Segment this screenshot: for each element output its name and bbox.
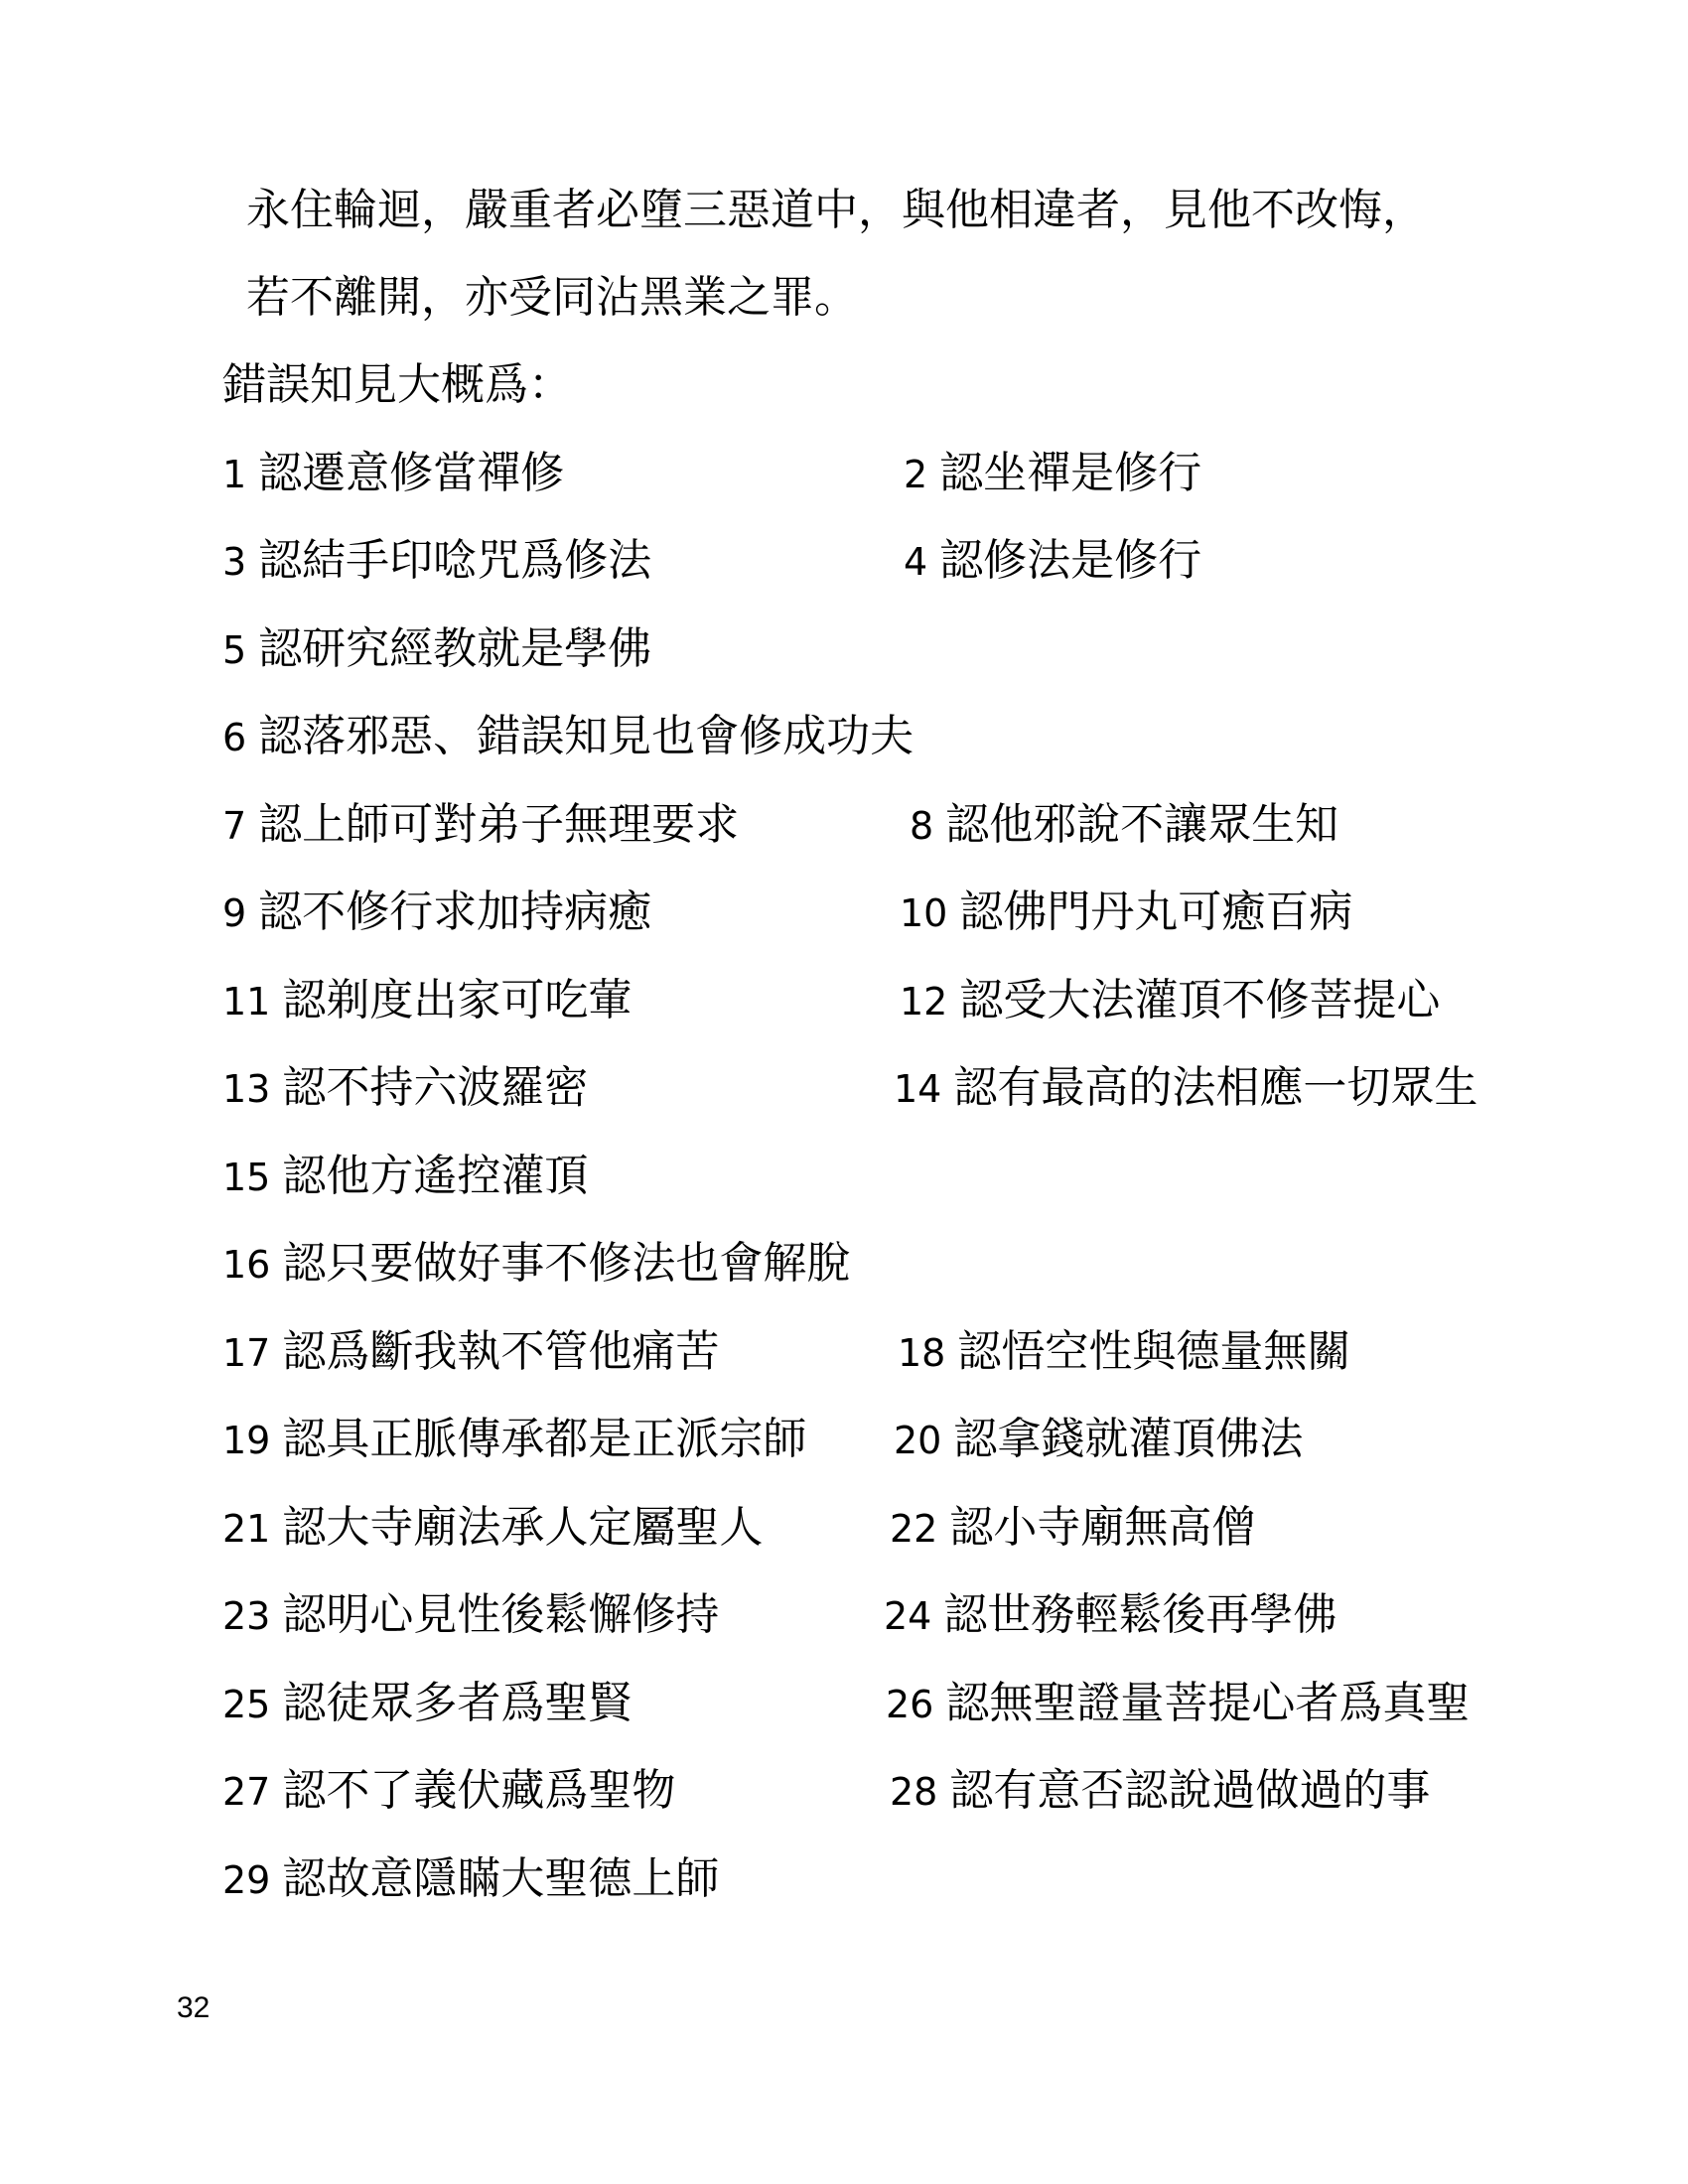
list-item [884, 1585, 1336, 1646]
item-text: 認佛門丹丸可癒百病 [959, 887, 1353, 937]
list-item [894, 1058, 1477, 1119]
list-item [898, 1322, 1350, 1383]
item-text: 認落邪惡、錯誤知見也會修成功夫 [258, 711, 914, 761]
item-text: 認世務輕鬆後再學佛 [943, 1589, 1337, 1640]
item-number: 2 [904, 453, 928, 496]
item-number: 19 [222, 1419, 271, 1462]
list-item [222, 1761, 675, 1822]
item-number: 27 [222, 1770, 271, 1814]
item-number: 21 [222, 1507, 271, 1551]
page-number: 32 [177, 1991, 211, 2024]
list-item [900, 971, 1440, 1031]
item-number: 23 [222, 1594, 271, 1638]
item-text: 認小寺廟無高僧 [949, 1502, 1256, 1553]
list-item [222, 444, 564, 504]
intro-line-2: 若不離開，亦受同沾黑業之罪。 [246, 272, 858, 323]
item-text: 認不了義伏藏爲聖物 [282, 1765, 676, 1816]
list-item [222, 619, 651, 680]
item-number: 10 [900, 891, 948, 935]
list-item [222, 1147, 588, 1207]
item-text: 認上師可對弟子無理要求 [258, 799, 740, 850]
item-number: 20 [894, 1419, 942, 1462]
list-item [222, 531, 651, 592]
list-item [910, 795, 1338, 856]
item-number: 12 [900, 980, 948, 1024]
item-text: 認研究經教就是學佛 [258, 623, 652, 674]
item-text: 認遷意修當禪修 [258, 448, 565, 498]
item-text: 認悟空性與德量無關 [957, 1326, 1351, 1377]
list-item [900, 883, 1352, 943]
list-item [890, 1498, 1255, 1559]
item-number: 22 [890, 1507, 938, 1551]
item-text: 認剃度出家可吃葷 [282, 975, 633, 1025]
item-number: 24 [884, 1594, 932, 1638]
list-item [222, 1674, 632, 1734]
item-number: 7 [222, 804, 247, 848]
item-text: 認明心見性後鬆懈修持 [282, 1589, 720, 1640]
list-item [894, 1410, 1303, 1470]
list-item [222, 883, 651, 943]
item-text: 認徒眾多者爲聖賢 [282, 1678, 633, 1728]
item-text: 認坐禪是修行 [939, 448, 1202, 498]
list-item [222, 971, 632, 1031]
item-number: 1 [222, 453, 247, 496]
item-text: 認只要做好事不修法也會解脫 [282, 1238, 851, 1289]
item-text: 認具正脈傳承都是正派宗師 [282, 1414, 807, 1464]
item-number: 5 [222, 628, 247, 672]
list-item [222, 1585, 719, 1646]
intro-line-1: 永住輪迴，嚴重者必墮三惡道中，與他相違者，見他不改悔， [246, 185, 1426, 235]
item-text: 認爲斷我執不管他痛苦 [282, 1326, 720, 1377]
item-number: 3 [222, 540, 247, 584]
item-text: 認拿錢就灌頂佛法 [953, 1414, 1304, 1464]
item-text: 認他方遙控灌頂 [282, 1151, 589, 1201]
item-number: 13 [222, 1067, 271, 1111]
list-item [890, 1761, 1430, 1822]
list-item [222, 707, 914, 767]
item-number: 16 [222, 1243, 271, 1287]
item-text: 認不持六波羅密 [282, 1062, 589, 1113]
item-text: 認修法是修行 [939, 535, 1202, 586]
item-number: 28 [890, 1770, 938, 1814]
item-text: 認無聖證量菩提心者爲真聖 [945, 1678, 1471, 1728]
item-number: 15 [222, 1156, 271, 1199]
item-number: 6 [222, 716, 247, 759]
item-text: 認有意否認說過做過的事 [949, 1765, 1431, 1816]
list-item [222, 795, 739, 856]
item-number: 8 [910, 804, 934, 848]
item-text: 認大寺廟法承人定屬聖人 [282, 1502, 764, 1553]
list-item [222, 1234, 850, 1295]
item-number: 11 [222, 980, 271, 1024]
item-text: 認故意隱瞞大聖德上師 [282, 1853, 720, 1904]
list-item [886, 1674, 1470, 1734]
list-heading: 錯誤知見大概爲： [222, 359, 572, 410]
list-item [904, 444, 1201, 504]
list-item [222, 1849, 719, 1910]
item-text: 認受大法灌頂不修菩提心 [959, 975, 1441, 1025]
list-item [904, 531, 1201, 592]
item-text: 認結手印唸咒爲修法 [258, 535, 652, 586]
item-number: 9 [222, 891, 247, 935]
item-number: 29 [222, 1858, 271, 1902]
item-number: 17 [222, 1331, 271, 1375]
item-text: 認不修行求加持病癒 [258, 887, 652, 937]
list-item [222, 1058, 588, 1119]
item-number: 4 [904, 540, 928, 584]
list-item [222, 1322, 719, 1383]
item-text: 認他邪說不讓眾生知 [945, 799, 1339, 850]
item-text: 認有最高的法相應一切眾生 [953, 1062, 1478, 1113]
item-number: 26 [886, 1683, 934, 1726]
list-item [222, 1498, 763, 1559]
list-item [222, 1410, 806, 1470]
item-number: 25 [222, 1683, 271, 1726]
item-number: 14 [894, 1067, 942, 1111]
item-number: 18 [898, 1331, 946, 1375]
